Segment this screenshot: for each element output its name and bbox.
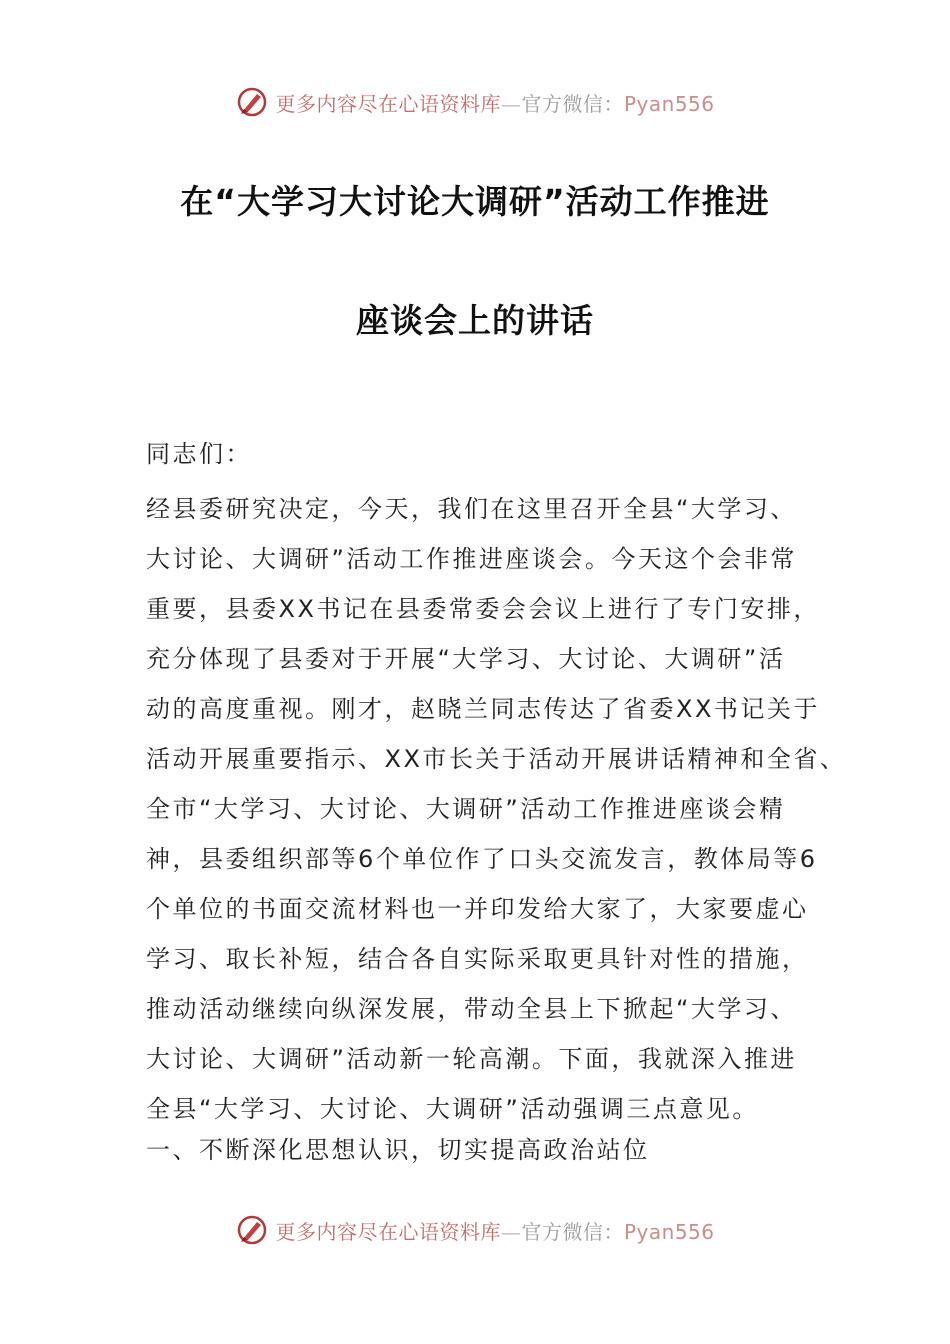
body-paragraph xyxy=(146,484,847,1134)
paragraph-line: 动的高度重视。刚才，赵晓兰同志传达了省委XX书记关于 xyxy=(146,695,820,723)
watermark-official-label: 官方微信： xyxy=(521,91,624,116)
document-title-line2: 座谈会上的讲话 xyxy=(356,301,594,340)
header-watermark xyxy=(0,84,950,120)
paragraph-line: 学习、取长补短，结合各自实际采取更具针对性的措施， xyxy=(146,945,809,973)
paragraph-line: 经县委研究决定，今天，我们在这里召开全县“大学习、 xyxy=(146,495,797,523)
paragraph-line: 神，县委组织部等6个单位作了口头交流发言，教体局等6 xyxy=(146,845,818,873)
greeting: 同志们： xyxy=(146,440,252,468)
paragraph-line: 充分体现了县委对于开展“大学习、大讨论、大调研”活 xyxy=(146,645,786,673)
watermark-text xyxy=(275,88,714,117)
paragraph-line: 活动开展重要指示、XX市长关于活动开展讲话精神和全省、 xyxy=(146,745,847,773)
paragraph-line: 推动活动继续向纵深发展，带动全县上下掀起“大学习、 xyxy=(146,995,797,1023)
paragraph-line: 全市“大学习、大讨论、大调研”活动工作推进座谈会精 xyxy=(146,795,786,823)
watermark-wechat-id: Pyan556 xyxy=(623,91,715,116)
footer-watermark xyxy=(0,1212,950,1248)
paragraph-line: 个单位的书面交流材料也一并印发给大家了，大家要虚心 xyxy=(146,895,809,923)
paragraph-line: 全县“大学习、大讨论、大调研”活动强调三点意见。 xyxy=(146,1095,759,1123)
section-heading: 一、不断深化思想认识，切实提高政治站位 xyxy=(146,1136,650,1164)
watermark-wechat-id: Pyan556 xyxy=(623,1219,715,1244)
watermark-dash: — xyxy=(500,1219,522,1244)
document-title-line1: 在“大学习大讨论大调研”活动工作推进 xyxy=(180,182,770,221)
pen-nib-circle-icon xyxy=(235,85,269,119)
watermark-brand: 更多内容尽在心语资料库 xyxy=(275,91,501,116)
paragraph-line: 大讨论、大调研”活动工作推进座谈会。今天这个会非常 xyxy=(146,545,797,573)
paragraph-line: 大讨论、大调研”活动新一轮高潮。下面，我就深入推进 xyxy=(146,1045,797,1073)
watermark-text xyxy=(275,1216,714,1245)
watermark-official-label: 官方微信： xyxy=(521,1219,624,1244)
pen-nib-circle-icon xyxy=(235,1213,269,1247)
watermark-brand: 更多内容尽在心语资料库 xyxy=(275,1219,501,1244)
watermark-dash: — xyxy=(500,91,522,116)
paragraph-line: 重要，县委XX书记在县委常委会会议上进行了专门安排， xyxy=(146,595,820,623)
